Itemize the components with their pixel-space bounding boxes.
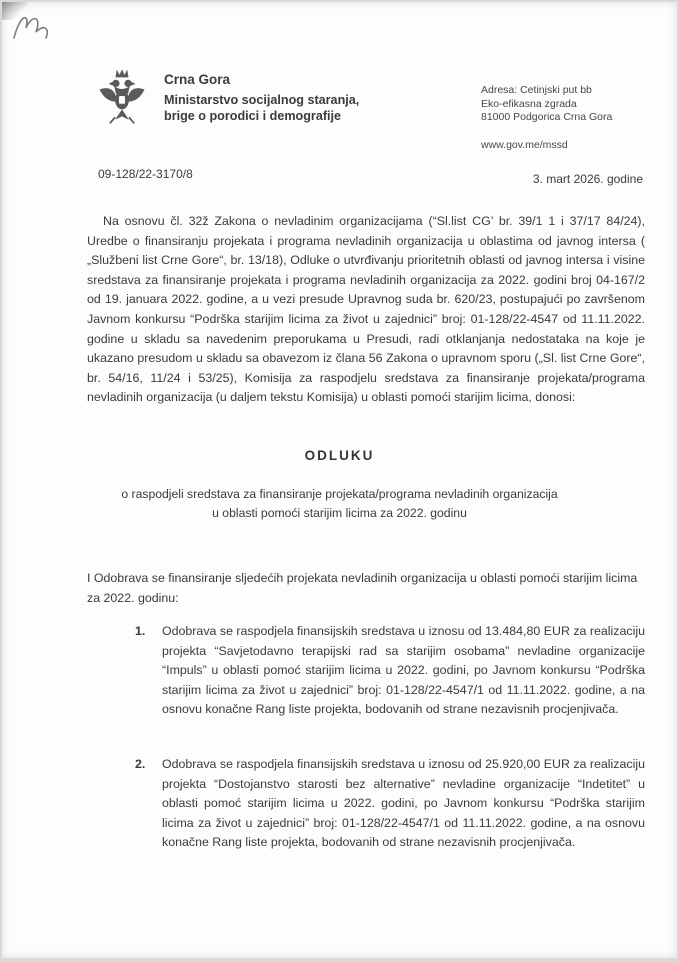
country-name: Crna Gora bbox=[164, 72, 231, 87]
section-intro: I Odobrava se finansiranje sljedećih projekata nevladinih organizacija u oblasti pomoći starijim licima za 2022. godinu: bbox=[87, 571, 638, 605]
address-line3: 81000 Podgorica Crna Gora bbox=[481, 111, 613, 123]
decision-subtitle-line1: o raspodjeli sredstava za finansiranje projekata/programa nevladinih organizacija bbox=[121, 487, 558, 501]
ministry-block bbox=[164, 72, 359, 124]
address-line1: Adresa: Cetinjski put bb bbox=[481, 84, 592, 96]
item-number: 1. bbox=[135, 624, 146, 638]
address-line2: Eko-efikasna zgrada bbox=[481, 97, 577, 110]
address-block bbox=[481, 84, 612, 152]
meta-row bbox=[98, 167, 643, 186]
item-text: Odobrava se raspodjela finansijskih sredstava u iznosu od 13.484,80 EUR za realizaciju projekta “Savjetodavno terapijski rad sa starijim osobama” nevladine organizacije “Impuls” u oblasti pomoć starijim licima u 2022. godini, po Javnom konkursu “Podrška starijim licima za život u zajednici” broj: 01-128/22-4547/1 od 11.11.2022. godine, a na osnovu konačne Rang liste projekta, bodovanih od strane nezavisnih procjenjivača. bbox=[162, 624, 645, 717]
decision-items bbox=[135, 622, 645, 888]
item-text: Odobrava se raspodjela finansijskih sredstava u iznosu od 25.920,00 EUR za realizaciju projekta “Dostojanstvo starosti bez alternative” nevladine organizacije “Indetitet” u oblasti pomoć starijim licima u 2022. godini, po Javnom konkursu “Podrška starijim licima za život u zajednici” broj: 01-128/22-4547/1 od 11.11.2022. godine, a na osnovu konačne Rang liste projekta, bodovanih od strane nezavisnih procjenjivača. bbox=[162, 756, 645, 850]
decision-subtitle bbox=[62, 485, 617, 523]
document-page bbox=[2, 2, 677, 958]
reference-number: 09-128/22-3170/8 bbox=[98, 167, 193, 181]
ministry-name-line2: brige o porodici i demografije bbox=[164, 109, 342, 123]
coat-of-arms bbox=[96, 66, 148, 137]
decision-item-2 bbox=[135, 755, 645, 853]
decision-item-1 bbox=[135, 622, 645, 720]
ministry-name-line1: Ministarstvo socijalnog staranja, bbox=[164, 93, 360, 107]
decision-subtitle-line2: u oblasti pomoći starijim licima za 2022. godinu bbox=[212, 506, 467, 520]
handwritten-mark bbox=[6, 4, 60, 50]
coat-of-arms-graphic bbox=[96, 66, 148, 132]
website-text: www.gov.me/mssd bbox=[481, 138, 568, 151]
preamble-paragraph: Na osnovu čl. 32ž Zakona o nevladinim organizacijama (“Sl.list CG’ br. 39/1 1 i 37/17 84/24), Uredbe o finansiranju projekata i programa nevladinih organizacija u oblastima od javnog intersa ( „Službeni list Crne Gore“, br. 13/18), Odluke o utvrđivanju prioritetnih oblasti od javnog intersa i visine sredstava za finansiranje projekata i programa nevladinih organizacija za 2022. godini broj 04-167/2 od 19. januara 2022. godine, a u vezi presude Upravnog suda br. 620/23, postupajući po završenom Javnom konkursu “Podrška starijim licima za život u zajednici” broj: 01-128/22-4547 od 11.11.2022. godine u skladu sa navedenim preporukama u Presudi, radi otklanjanja nedostataka na koje je ukazano presudom u skladu sa obavezom iz člana 56 Zakona o upravnom sporu („Sl. list Crne Gore“, br. 54/16, 11/24 i 53/25), Komisija za raspodjelu sredstava za finansiranje projekata/programa nevladinih organizacija (u daljem tekstu Komisija) u oblasti pomoći starijim licima, donosi: bbox=[87, 214, 645, 405]
item-number: 2. bbox=[135, 756, 146, 771]
document-date: 3. mart 2026. godine bbox=[532, 172, 643, 186]
decision-title: ODLUKU bbox=[304, 448, 375, 463]
